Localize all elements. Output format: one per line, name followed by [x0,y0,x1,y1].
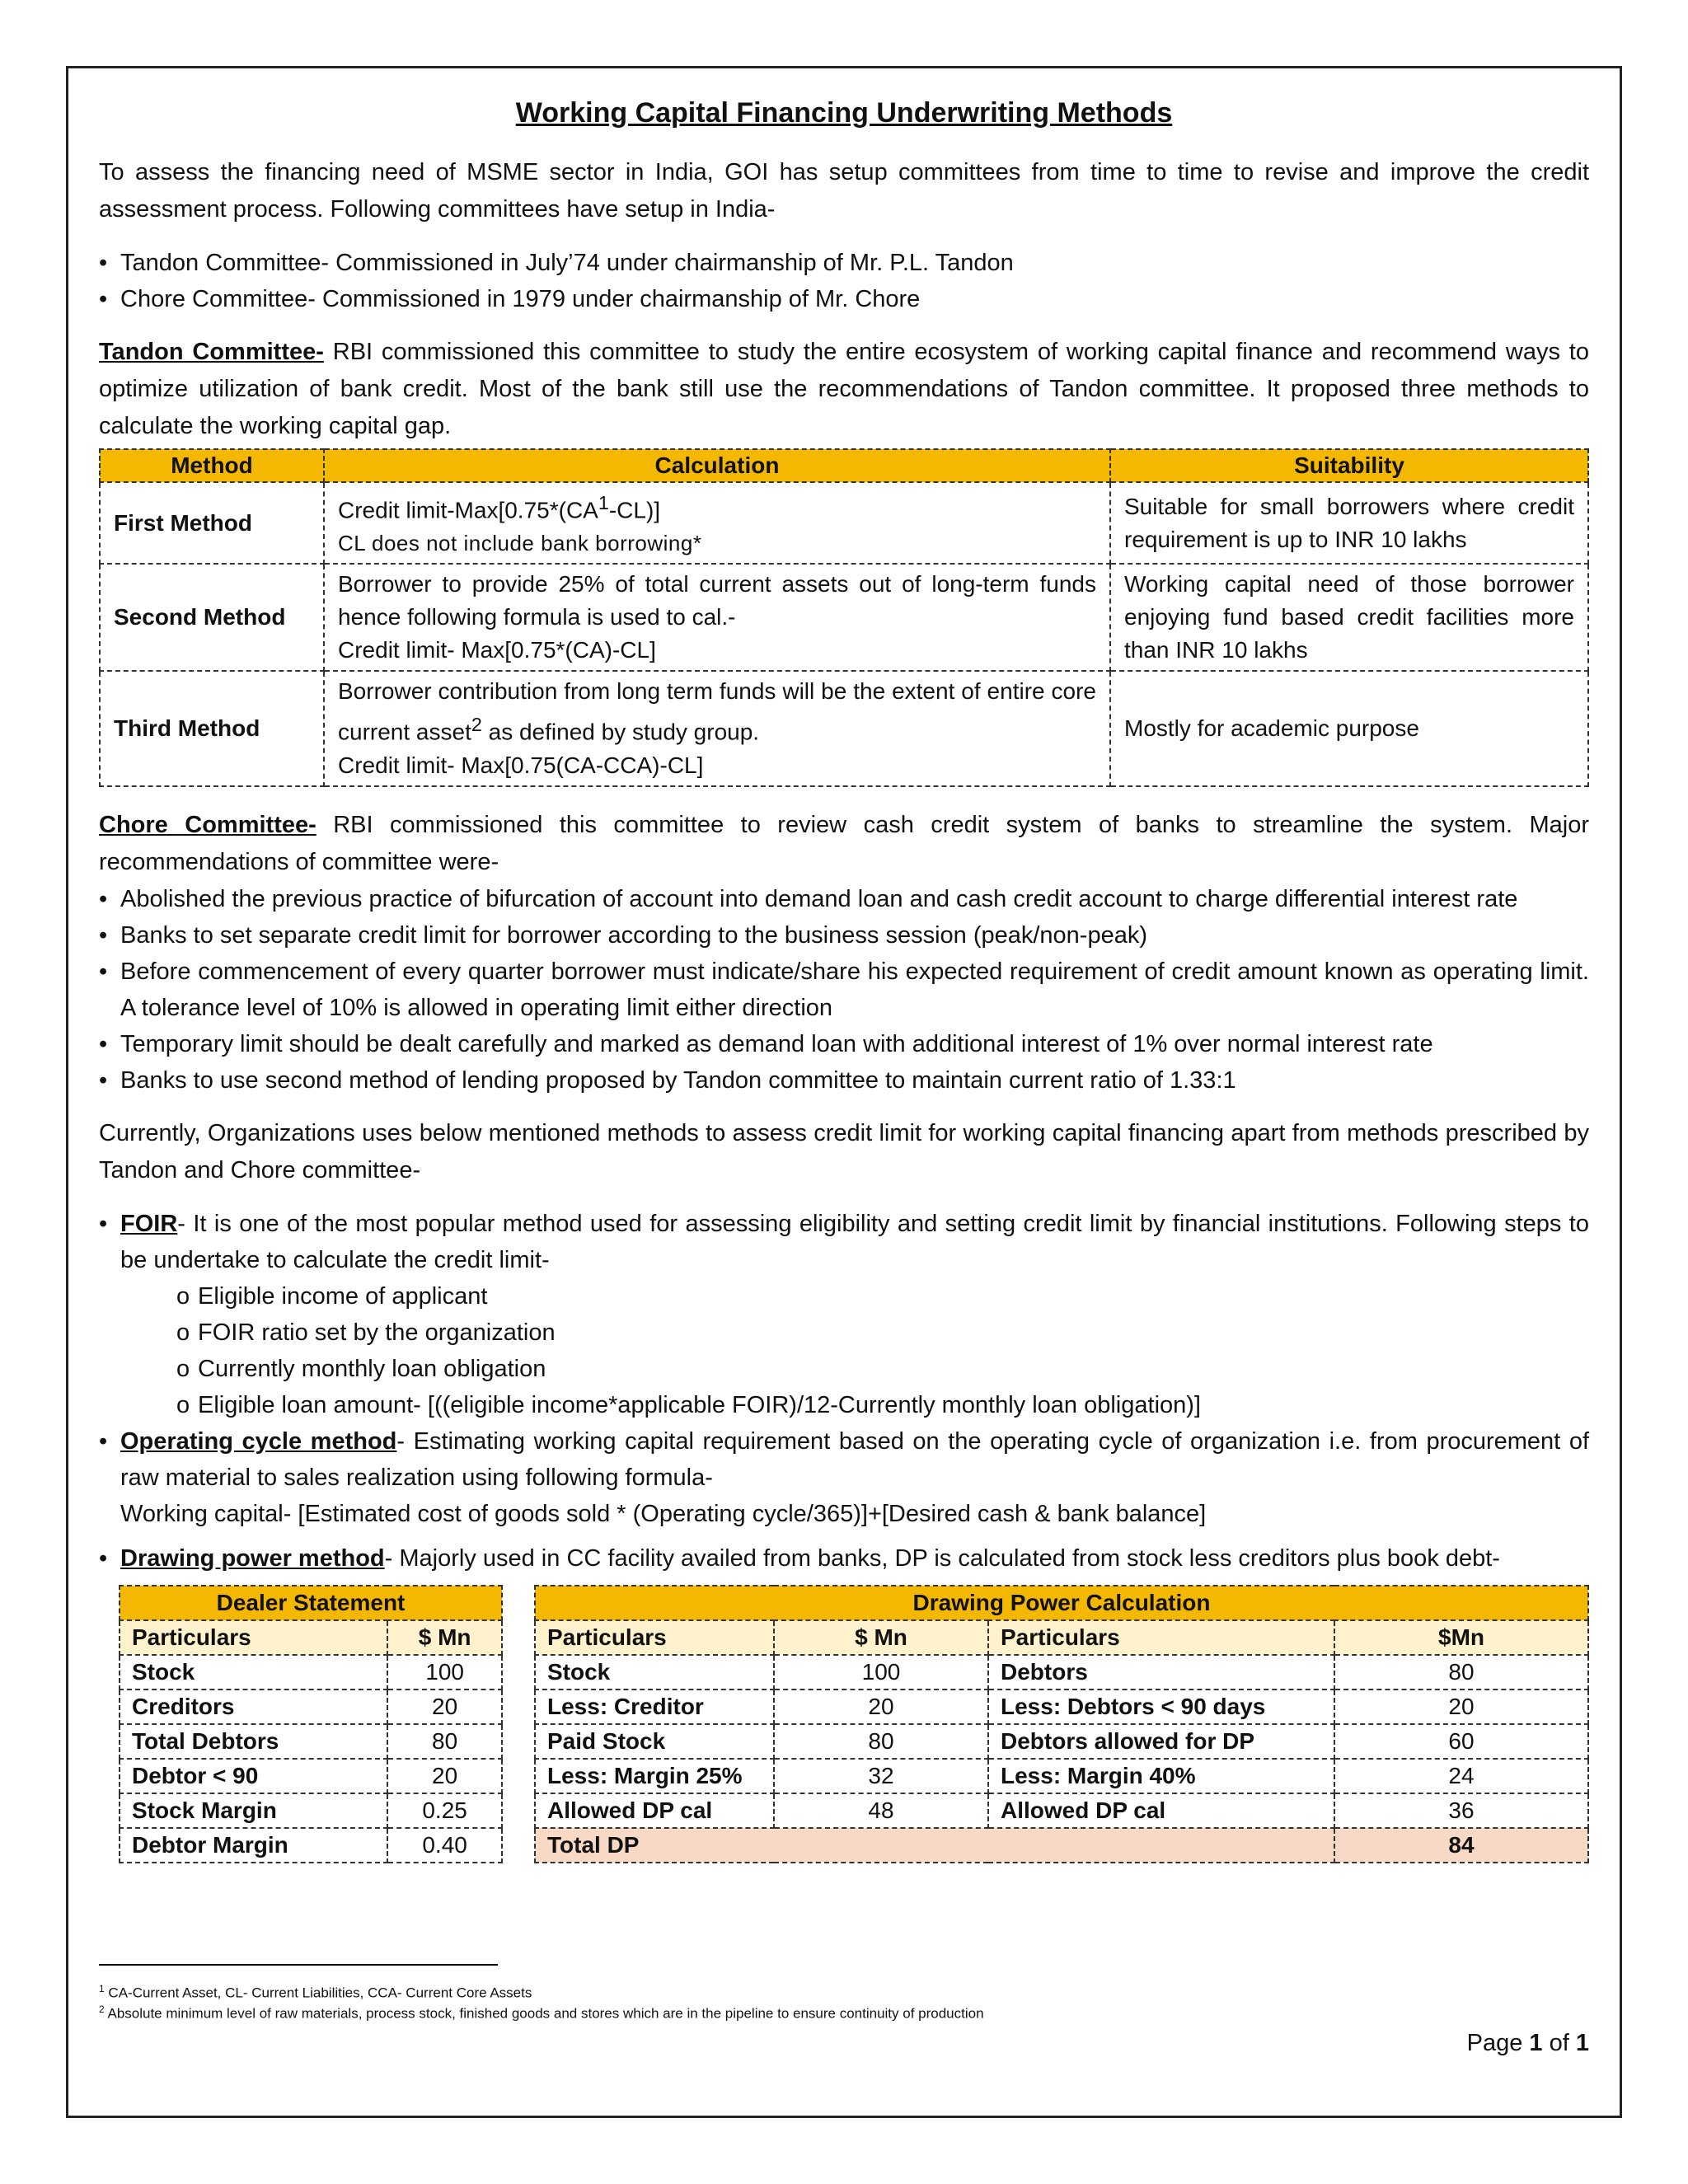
table-row [100,671,1588,785]
list-item: o FOIR ratio set by the organization [176,1315,1589,1351]
method-name: Second Method [100,564,324,671]
table-row: Total Debtors 80 [120,1724,502,1759]
chore-recommendations [99,881,1589,1099]
list-item: • Temporary limit should be dealt carefully and marked as demand loan with additional interest of 1% over normal interest rate [99,1026,1589,1062]
operating-cycle-item: • Operating cycle method- Estimating working capital requirement based on the operating cycle of organization i.e. from procurement of raw material to sales realization using following formula- Working capital- [Estimated cost of goods sold * (Operating cycle/365)]+[Desired cash & bank balance] [99,1423,1589,1532]
tandon-text: RBI commissioned this committee to study the entire ecosystem of working capital finance and recommend ways to optimize utilization of bank credit. Most of the bank still use the recommendations of Tandon committee. It proposed three methods to calculate the working capital gap. [99,339,1589,439]
operating-formula: Working capital- [Estimated cost of goods sold * (Operating cycle/365)]+[Desired cash & bank balance] [120,1500,1207,1527]
column-header: Suitability [1110,449,1588,482]
page-number: Page 1 of 1 [1466,2030,1589,2056]
method-suitability: Working capital need of those borrower enjoying fund based credit facilities more than INR 10 lakhs [1110,564,1588,671]
column-header: Particulars [120,1620,387,1655]
method-suitability: Suitable for small borrowers where credit requirement is up to INR 10 lakhs [1110,482,1588,564]
method-suitability: Mostly for academic purpose [1110,671,1588,785]
table-row [100,482,1588,564]
list-item: o Eligible loan amount- [((eligible income*applicable FOIR)/12-Currently monthly loan obligation)] [176,1387,1589,1423]
method-calculation: Credit limit-$Max[0.75*(CA^1-CL)]$ CL does not include bank borrowing* [324,482,1110,564]
tandon-heading: Tandon Committee- [99,339,324,365]
column-header: $ Mn [774,1620,988,1655]
intro-paragraph: To assess the financing need of MSME sector in India, GOI has setup committees from time to time to revise and improve the credit assessment process. Following committees have setup in India- [99,159,1589,223]
list-item: o Eligible income of applicant [176,1278,1589,1315]
list-item: • Banks to use second method of lending proposed by Tandon committee to maintain current ratio of 1.33:1 [99,1062,1589,1099]
table-row: Creditors 20 [120,1690,502,1724]
committee-item: • Chore Committee- Commissioned in 1979 under chairmanship of Mr. Chore [99,281,1589,317]
drawing-power-calculation-table [534,1585,1589,1863]
methods-header-row [100,449,1588,482]
dealer-statement-table [119,1585,503,1863]
table-row: Debtor Margin 0.40 [120,1828,502,1863]
committee-item: • Tandon Committee- Commissioned in July’74 under chairmanship of Mr. P.L. Tandon [99,245,1589,281]
table-row [100,564,1588,671]
method-name: First Method [100,482,324,564]
table-row: Stock 100 Debtors 80 [535,1655,1588,1690]
document-title: Working Capital Financing Underwriting Methods [515,97,1173,129]
list-item: • Before commencement of every quarter borrower must indicate/share his expected requirement of credit amount known as operating limit. A tolerance level of 10% is allowed in operating limit either direction [99,954,1589,1026]
column-header: Calculation [324,449,1110,482]
table-row: Paid Stock 80 Debtors allowed for DP 60 [535,1724,1588,1759]
table-row: Stock Margin 0.25 [120,1793,502,1828]
method-name: Third Method [100,671,324,785]
method-calculation: Borrower contribution from long term funds will be the extent of entire core current asset$^2$ as defined by study group. Credit limit- Max[0.75(CA-CCA)-CL] [324,671,1110,785]
footnote: $^1$ CA-Current Asset, CL- Current Liabilities, CCA- Current Core Assets [99,1983,532,2001]
total-value: 84 [1334,1828,1588,1863]
operating-heading: Operating cycle method [120,1427,397,1455]
table-row: Less: Creditor 20 Less: Debtors < 90 days 20 [535,1690,1588,1724]
drawing-heading: Drawing power method [120,1544,385,1572]
drawing-power-tables [99,1585,1589,1882]
table-row: Debtor < 90 20 [120,1759,502,1793]
table-title: Dealer Statement [120,1586,502,1620]
total-row [535,1828,1588,1863]
chore-paragraph [99,807,1589,881]
method-calculation: Borrower to provide 25% of total current assets out of long-term funds hence following formula is used to cal.- Credit limit- Max[0.75*(CA)-CL] [324,564,1110,671]
tandon-paragraph [99,334,1589,445]
list-item: • Banks to set separate credit limit for borrower according to the business session (peak/non-peak) [99,917,1589,954]
column-header: Method [100,449,324,482]
committee-list [99,245,1589,317]
foir-heading: FOIR [120,1210,178,1237]
table-row: Allowed DP cal 48 Allowed DP cal 36 [535,1793,1588,1828]
foir-item: • FOIR- It is one of the most popular method used for assessing eligibility and setting credit limit by financial institutions. Following steps to be undertake to calculate the credit limit- o Eligible income of applicant o FOIR ratio set by the organization o Currently monthly loan obligation o Eligible loan amount- [((eligible income*applicable FOIR)/12-Currently monthly loan obligation)] [99,1206,1589,1423]
chore-heading: Chore Committee- [99,811,316,838]
column-header: Particulars [988,1620,1334,1655]
table-row: Stock 100 [120,1655,502,1690]
table-row: Less: Margin 25% 32 Less: Margin 40% 24 [535,1759,1588,1793]
column-header: Particulars [535,1620,774,1655]
currently-paragraph: Currently, Organizations uses below mentioned methods to assess credit limit for working capital financing apart from methods prescribed by Tandon and Chore committee- [99,1119,1589,1183]
methods-table [99,448,1589,787]
list-item: o Currently monthly loan obligation [176,1351,1589,1387]
document-body [99,97,1589,1882]
column-header: $ Mn [387,1620,502,1655]
methods-list [99,1206,1589,1577]
table-title: Drawing Power Calculation [535,1586,1588,1620]
footnote: $^2$ Absolute minimum level of raw materials, process stock, finished goods and stores which are in the pipeline to ensure continuity of production [99,2004,984,2022]
chore-text: RBI commissioned this committee to review cash credit system of banks to streamline the system. Major recommendations of committee were- [99,811,1589,875]
column-header: $Mn [1334,1620,1588,1655]
drawing-power-item: • Drawing power method- Majorly used in CC facility availed from banks, DP is calculated from stock less creditors plus book debt- [99,1540,1589,1577]
footnote-divider [99,1964,498,1966]
foir-steps [120,1278,1589,1423]
total-label: Total DP [535,1828,1334,1863]
list-item: • Abolished the previous practice of bifurcation of account into demand loan and cash credit account to charge differential interest rate [99,881,1589,917]
